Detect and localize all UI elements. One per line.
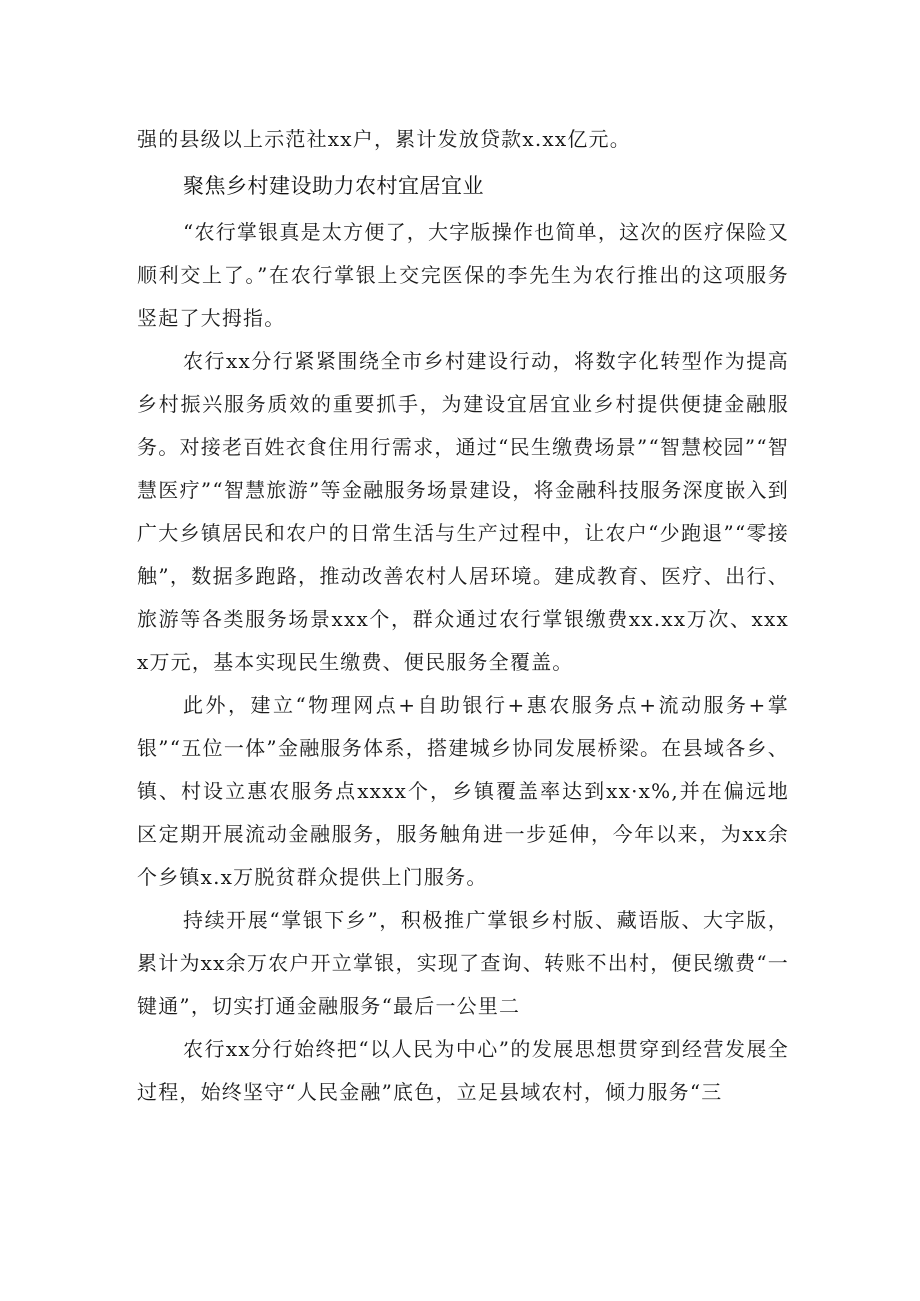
paragraph-digital-transformation: 农行xx分行紧紧围绕全市乡村建设行动，将数字化转型作为提高乡村振兴服务质效的重要抓手，为建设宜居宜业乡村提供便捷金融服务。对接老百姓衣食住用行需求，通过“民生缴费场景”“智慧校园”“智慧医疗”“智慧旅游”等金融服务场景建设，将金融科技服务深度嵌入到广大乡镇居民和农户的日常生活与生产过程中，让农户“少跑退”“零接触”，数据多跑路，推动改善农村人居环境。建成教育、医疗、出行、旅游等各类服务场景xxx个，群众通过农行掌银缴费xx.xx万次、xxxx万元，基本实现民生缴费、便民服务全覆盖。: [137, 349, 789, 674]
paragraph-continuation: 强的县级以上示范社xx户，累计发放贷款x.xx亿元。: [137, 127, 631, 151]
section-heading: 聚焦乡村建设助力农村宜居宜业: [183, 174, 484, 198]
paragraph-mobile-banking: 持续开展“掌银下乡”，积极推广掌银乡村版、藏语版、大字版，累计为xx余万农户开立掌银，实现了查询、转账不出村，便民缴费“一键通”，切实打通金融服务“最后一公里二: [137, 908, 789, 1018]
paragraph-people-centered: 农行xx分行始终把“以人民为中心”的发展思想贯穿到经营发展全过程，始终坚守“人民金融”底色，立足县域农村，倾力服务“三: [137, 1037, 789, 1104]
paragraph-quote: “农行掌银真是太方便了，大字版操作也简单，这次的医疗保险又顺利交上了。”在农行掌银上交完医保的李先生为农行推出的这项服务竖起了大拇指。: [137, 220, 789, 330]
paragraph-service-system: 此外，建立“物理网点+自助银行+惠农服务点+流动服务+掌银”“五位一体”金融服务体系，搭建城乡协同发展桥梁。在县域各乡、镇、村设立惠农服务点xxxx个，乡镇覆盖率达到xx·x%,并在偏远地区定期开展流动金融服务，服务触角进一步延伸，今年以来，为xx余个乡镇x.x万脱贫群众提供上门服务。: [137, 693, 789, 889]
document-body: [137, 118, 789, 1114]
